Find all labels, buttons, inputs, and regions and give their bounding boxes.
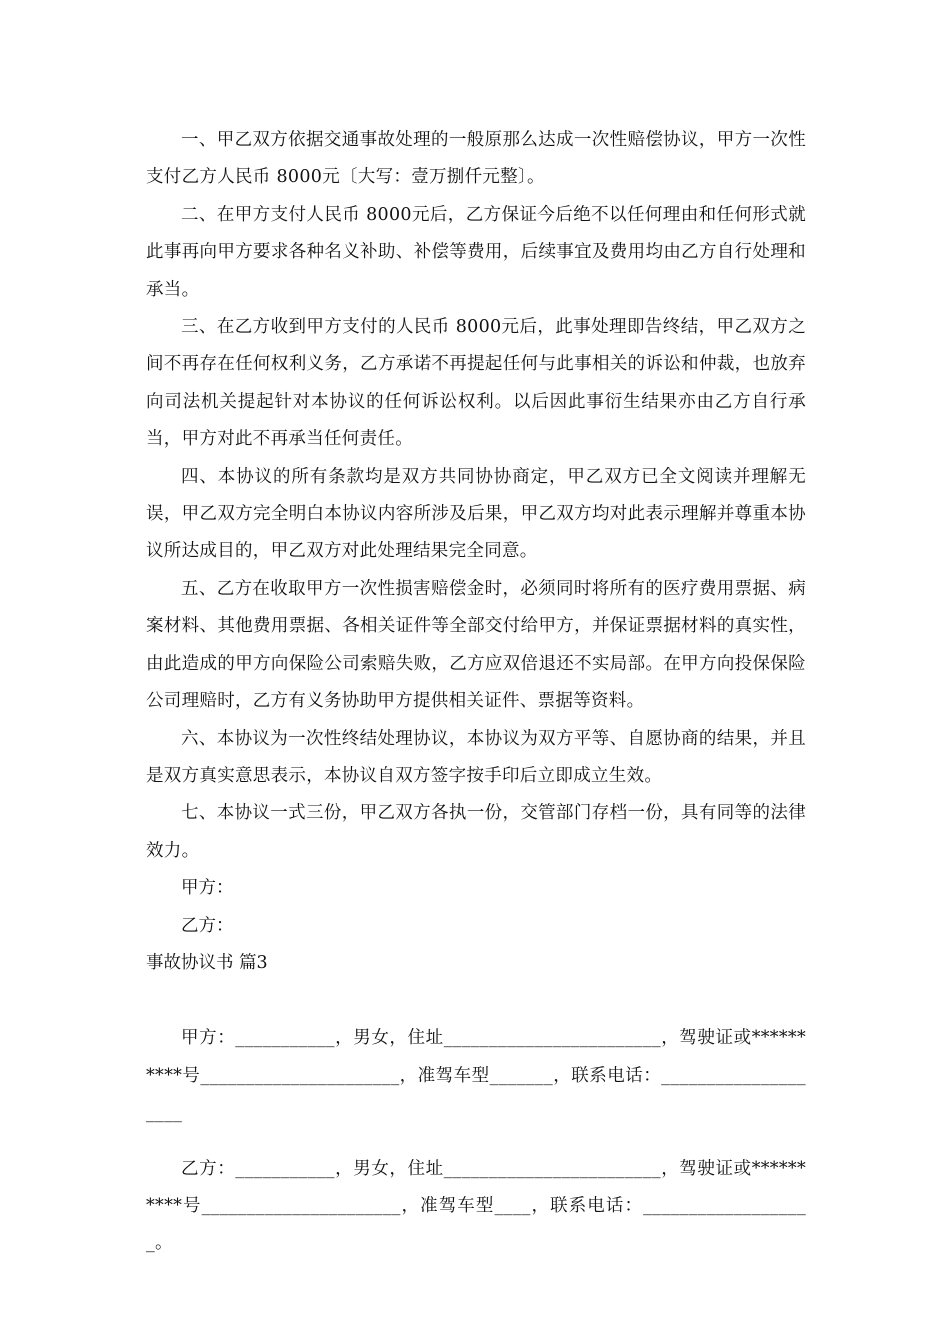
spacer (146, 982, 806, 1020)
signature-party-a: 甲方： (181, 878, 234, 899)
form-party-b: 乙方：___________，男女，住址________________________，驾驶证或**********号______________________，准驾车型____，联系电话：___________________。 (146, 1158, 806, 1254)
section-title: 事故协议书 篇3 (146, 952, 268, 973)
clause-1: 一、甲乙双方依据交通事故处理的一般原那么达成一次性赔偿协议，甲方一次性支付乙方人民币 8000元〔大写：壹万捌仟元整〕。 (146, 130, 806, 188)
clause-3: 三、在乙方收到甲方支付的人民币 8000元后，此事处理即告终结，甲乙双方之间不再存在任何权利义务，乙方承诺不再提起任何与此事相关的诉讼和仲裁，也放弃向司法机关提起针对本协议的任何诉讼权利。以后因此事衍生结果亦由乙方自行承当，甲方对此不再承当任何责任。 (146, 317, 806, 450)
clause-6: 六、本协议为一次性终结处理协议，本协议为双方平等、自愿协商的结果，并且是双方真实意思表示，本协议自双方签字按手印后立即成立生效。 (146, 728, 806, 786)
clause-2: 二、在甲方支付人民币 8000元后，乙方保证今后绝不以任何理由和任何形式就此事再向甲方要求各种名义补助、补偿等费用，后续事宜及费用均由乙方自行处理和承当。 (146, 204, 806, 300)
form-party-a: 甲方：___________，男女，住址________________________，驾驶证或**********号______________________，准驾车型_______，联系电话：____________________ (146, 1028, 806, 1124)
spacer (146, 1133, 806, 1151)
clause-5: 五、乙方在收取甲方一次性损害赔偿金时，必须同时将所有的医疗费用票据、病案材料、其他费用票据、各相关证件等全部交付给甲方，并保证票据材料的真实性，由此造成的甲方向保险公司索赔失败，乙方应双倍退还不实局部。在甲方向投保保险公司理赔时，乙方有义务协助甲方提供相关证件、票据等资料。 (146, 578, 806, 712)
clause-7: 七、本协议一式三份，甲乙双方各执一份，交管部门存档一份，具有同等的法律效力。 (146, 803, 806, 861)
clause-4: 四、本协议的所有条款均是双方共同协协商定，甲乙双方已全文阅读并理解无误，甲乙双方完全明白本协议内容所涉及后果，甲乙双方均对此表示理解并尊重本协议所达成目的，甲乙双方对此处理结果完全同意。 (146, 466, 806, 562)
signature-party-b: 乙方： (181, 915, 234, 936)
document-page (146, 122, 806, 1263)
